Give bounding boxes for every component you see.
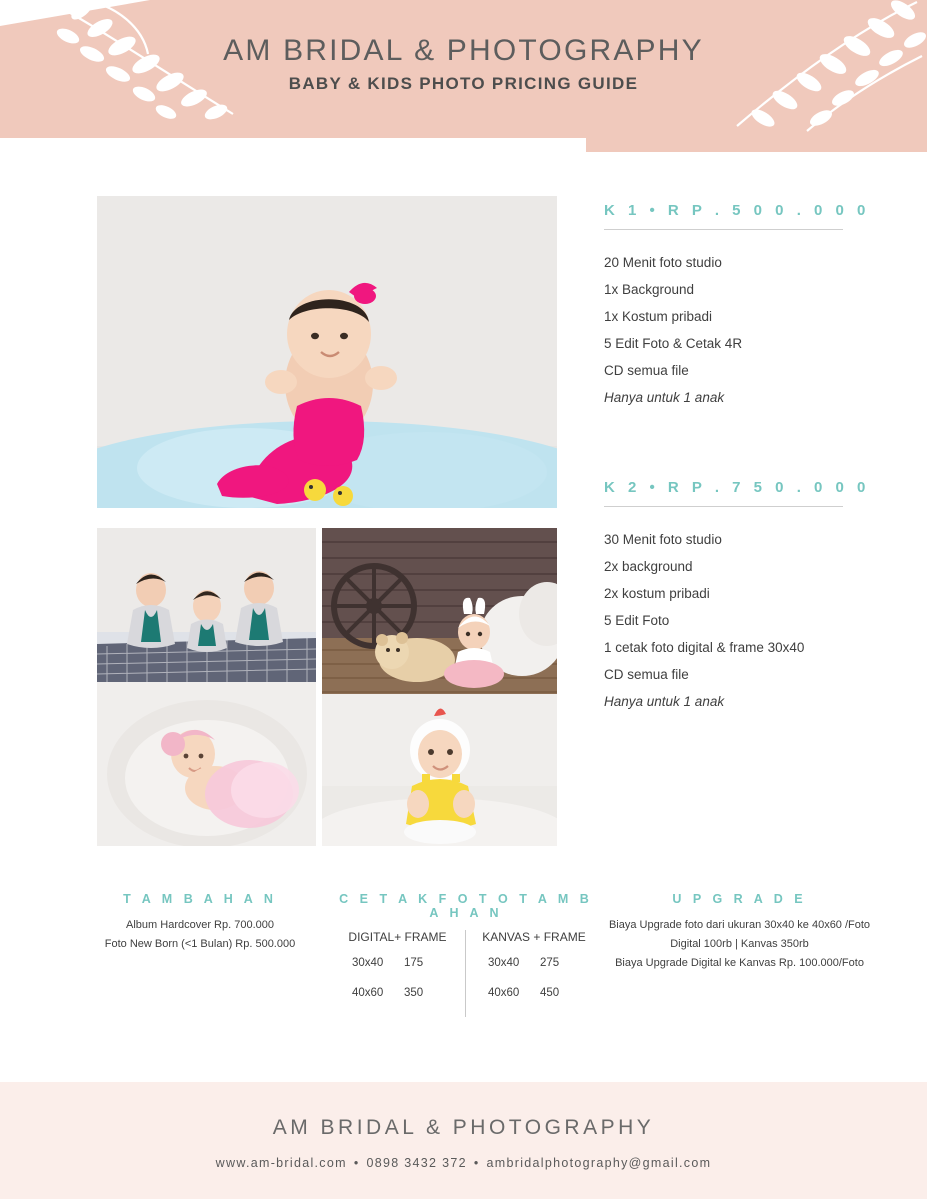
package-k1-item: 5 Edit Foto & Cetak 4R bbox=[604, 336, 743, 351]
cetak-digital-size: 40x60 bbox=[352, 987, 384, 999]
cetak-digital-row bbox=[334, 987, 461, 999]
package-k2-divider bbox=[604, 506, 843, 507]
footer-website[interactable]: www.am-bridal.com bbox=[215, 1156, 347, 1170]
cetak-kanvas-header: KANVAS + FRAME bbox=[482, 930, 586, 944]
package-k2-title: K 2 • R P . 7 5 0 . 0 0 0 bbox=[604, 479, 870, 496]
cetak-title: C E T A K F O T O T A M B A H A N bbox=[339, 892, 593, 920]
cetak-digital-header: DIGITAL+ FRAME bbox=[348, 930, 447, 944]
three-brothers-photo bbox=[97, 528, 316, 682]
cetak-digital-size: 30x40 bbox=[352, 957, 384, 969]
cetak-kanvas-size: 30x40 bbox=[488, 957, 520, 969]
package-k1-item: CD semua file bbox=[604, 363, 689, 378]
tambahan-item: Album Hardcover Rp. 700.000 bbox=[126, 919, 274, 931]
package-k1 bbox=[604, 202, 870, 411]
tambahan-item: Foto New Born (<1 Bulan) Rp. 500.000 bbox=[104, 938, 296, 950]
upgrade-section bbox=[598, 892, 881, 973]
package-k2-item: 30 Menit foto studio bbox=[604, 532, 722, 547]
package-k2-item: 1 cetak foto digital & frame 30x40 bbox=[604, 640, 805, 655]
cetak-kanvas-column bbox=[466, 930, 602, 1017]
package-k1-item: 1x Background bbox=[604, 282, 695, 297]
newborn-pink-tutu-photo bbox=[97, 682, 316, 846]
package-k2 bbox=[604, 479, 870, 715]
cetak-digital-price: 350 bbox=[404, 987, 424, 999]
tambahan-title: T A M B A H A N bbox=[123, 892, 277, 906]
page-footer bbox=[0, 1082, 927, 1199]
cetak-kanvas-row bbox=[470, 987, 598, 999]
page-header bbox=[0, 0, 927, 152]
page-subtitle: BABY & KIDS PHOTO PRICING GUIDE bbox=[288, 74, 639, 93]
cetak-digital-row bbox=[334, 957, 461, 969]
package-k2-item: CD semua file bbox=[604, 667, 689, 682]
upgrade-item: Digital 100rb | Kanvas 350rb bbox=[670, 938, 809, 950]
package-k1-title: K 1 • R P . 5 0 0 . 0 0 0 bbox=[604, 202, 870, 219]
upgrade-title: U P G R A D E bbox=[672, 892, 807, 906]
header-title-block bbox=[0, 34, 927, 94]
baby-mermaid-costume-photo bbox=[97, 196, 557, 508]
baby-bunny-barn-photo bbox=[322, 528, 557, 704]
package-k2-item: 2x background bbox=[604, 559, 693, 574]
upgrade-item: Biaya Upgrade foto dari ukuran 30x40 ke 40x60 /Foto bbox=[608, 919, 871, 931]
cetak-kanvas-row bbox=[470, 957, 598, 969]
cetak-digital-column bbox=[330, 930, 466, 1017]
footer-contact bbox=[0, 1156, 927, 1170]
cetak-kanvas-size: 40x60 bbox=[488, 987, 520, 999]
baby-chick-costume-photo bbox=[322, 694, 557, 846]
package-k1-item: 1x Kostum pribadi bbox=[604, 309, 713, 324]
package-k2-item: 2x kostum pribadi bbox=[604, 586, 710, 601]
main-content bbox=[0, 152, 927, 1082]
cetak-kanvas-price: 450 bbox=[540, 987, 560, 999]
header-bottom-notch bbox=[0, 138, 586, 152]
footer-email[interactable]: ambridalphotography@gmail.com bbox=[486, 1156, 712, 1170]
upgrade-item: Biaya Upgrade Digital ke Kanvas Rp. 100.000/Foto bbox=[615, 957, 864, 969]
package-k1-divider bbox=[604, 229, 843, 230]
cetak-columns bbox=[330, 930, 602, 1017]
footer-separator: • bbox=[473, 1156, 480, 1170]
package-k1-note: Hanya untuk 1 anak bbox=[604, 390, 725, 405]
footer-phone[interactable]: 0898 3432 372 bbox=[366, 1156, 467, 1170]
tambahan-section bbox=[96, 892, 304, 954]
page-title: AM BRIDAL & PHOTOGRAPHY bbox=[223, 34, 704, 67]
package-k2-item: 5 Edit Foto bbox=[604, 613, 670, 628]
cetak-foto-tambahan-section bbox=[330, 892, 602, 1017]
cetak-kanvas-price: 275 bbox=[540, 957, 560, 969]
package-k2-note: Hanya untuk 1 anak bbox=[604, 694, 725, 709]
footer-brand: AM BRIDAL & PHOTOGRAPHY bbox=[272, 1116, 655, 1139]
cetak-digital-price: 175 bbox=[404, 957, 424, 969]
footer-separator: • bbox=[353, 1156, 360, 1170]
package-k1-item: 20 Menit foto studio bbox=[604, 255, 722, 270]
